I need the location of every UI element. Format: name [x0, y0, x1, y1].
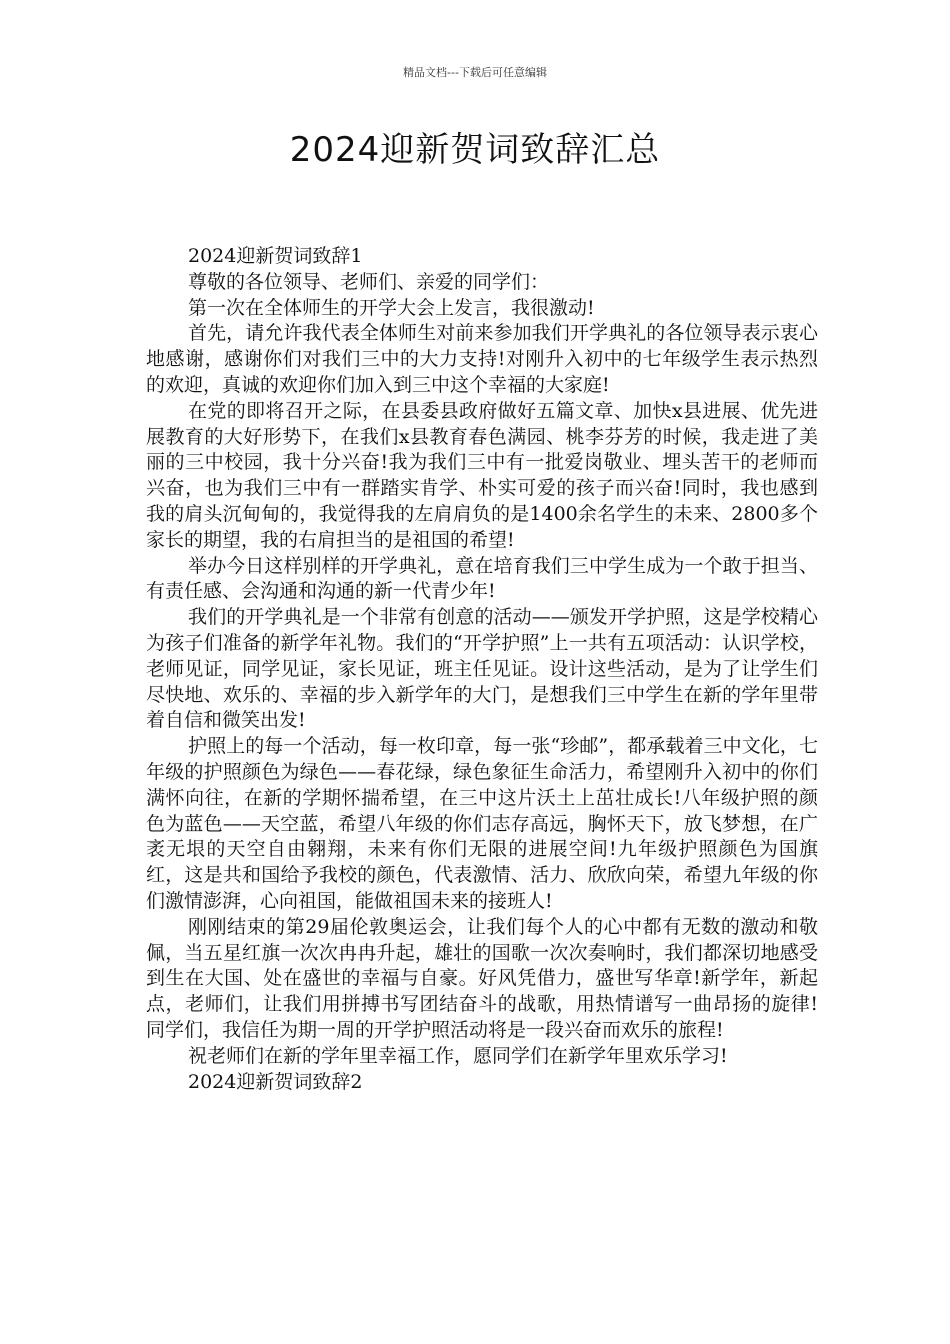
body-paragraph: 首先，请允许我代表全体师生对前来参加我们开学典礼的各位领导表示衷心地感谢，感谢你们对我们三中的大力支持!对刚升入初中的七年级学生表示热烈的欢迎，真诚的欢迎你们加入到三中这个幸福的大家庭!: [146, 322, 818, 396]
document-title: 2024迎新贺词致辞汇总: [289, 130, 661, 170]
closing-wish: 祝老师们在新的学年里幸福工作，愿同学们在新学年里欢乐学习!: [188, 1044, 728, 1067]
body-paragraph: 举办今日这样别样的开学典礼，意在培育我们三中学生成为一个敢于担当、有责任感、会沟通和沟通的新一代青少年!: [146, 554, 818, 603]
body-paragraph: 护照上的每一个活动，每一枚印章，每一张“珍邮”，都承载着三中文化，七年级的护照颜色为绿色——春花绿，绿色象征生命活力，希望刚升入初中的你们满怀向往，在新的学期怀揣希望，在三中这片沃土上茁壮成长!八年级护照的颜色为蓝色——天空蓝，希望八年级的你们志存高远，胸怀天下，放飞梦想，在广袤无垠的天空自由翱翔，未来有你们无限的进展空间!九年级护照颜色为国旗红，这是共和国给予我校的颜色，代表激情、活力、欣欣向荣，希望九年级的你们激情澎湃，心向祖国，能做祖国未来的接班人!: [146, 735, 818, 912]
section-heading-2: 2024迎新贺词致辞2: [188, 1070, 363, 1093]
body-paragraph: 刚刚结束的第29届伦敦奥运会，让我们每个人的心中都有无数的激动和敬佩，当五星红旗一次次冉冉升起，雄壮的国歌一次次奏响时，我们都深切地感受到生在大国、处在盛世的幸福与自豪。好风凭借力，盛世写华章!新学年，新起点，老师们，让我们用拼搏书写团结奋斗的战歌，用热情谱写一曲昂扬的旋律!同学们，我信任为期一周的开学护照活动将是一段兴奋而欢乐的旅程!: [146, 915, 818, 1041]
body-paragraph: 第一次在全体师生的开学大会上发言，我很激动!: [188, 296, 595, 319]
section-heading-1: 2024迎新贺词致辞1: [188, 245, 363, 267]
salutation: 尊敬的各位领导、老师们、亲爱的同学们：: [188, 270, 550, 293]
page-header-note: 精品文档---下载后可任意编辑: [403, 66, 547, 79]
document-body: [146, 244, 818, 1095]
body-paragraph: 在党的即将召开之际，在县委县政府做好五篇文章、加快x县进展、优先进展教育的大好形势下，在我们x县教育春色满园、桃李芬芳的时候，我走进了美丽的三中校园，我十分兴奋!我为我们三中有一批爱岗敬业、埋头苦干的老师而兴奋，也为我们三中有一群踏实肯学、朴实可爱的孩子而兴奋!同时，我也感到我的肩头沉甸甸的，我觉得我的左肩肩负的是1400余名学生的未来、2800多个家长的期望，我的右肩担当的是祖国的希望!: [146, 399, 818, 551]
body-paragraph: 我们的开学典礼是一个非常有创意的活动——颁发开学护照，这是学校精心为孩子们准备的新学年礼物。我们的“开学护照”上一共有五项活动：认识学校，老师见证，同学见证，家长见证，班主任见证。设计这些活动，是为了让学生们尽快地、欢乐的、幸福的步入新学年的大门，是想我们三中学生在新的学年里带着自信和微笑出发!: [146, 606, 818, 732]
